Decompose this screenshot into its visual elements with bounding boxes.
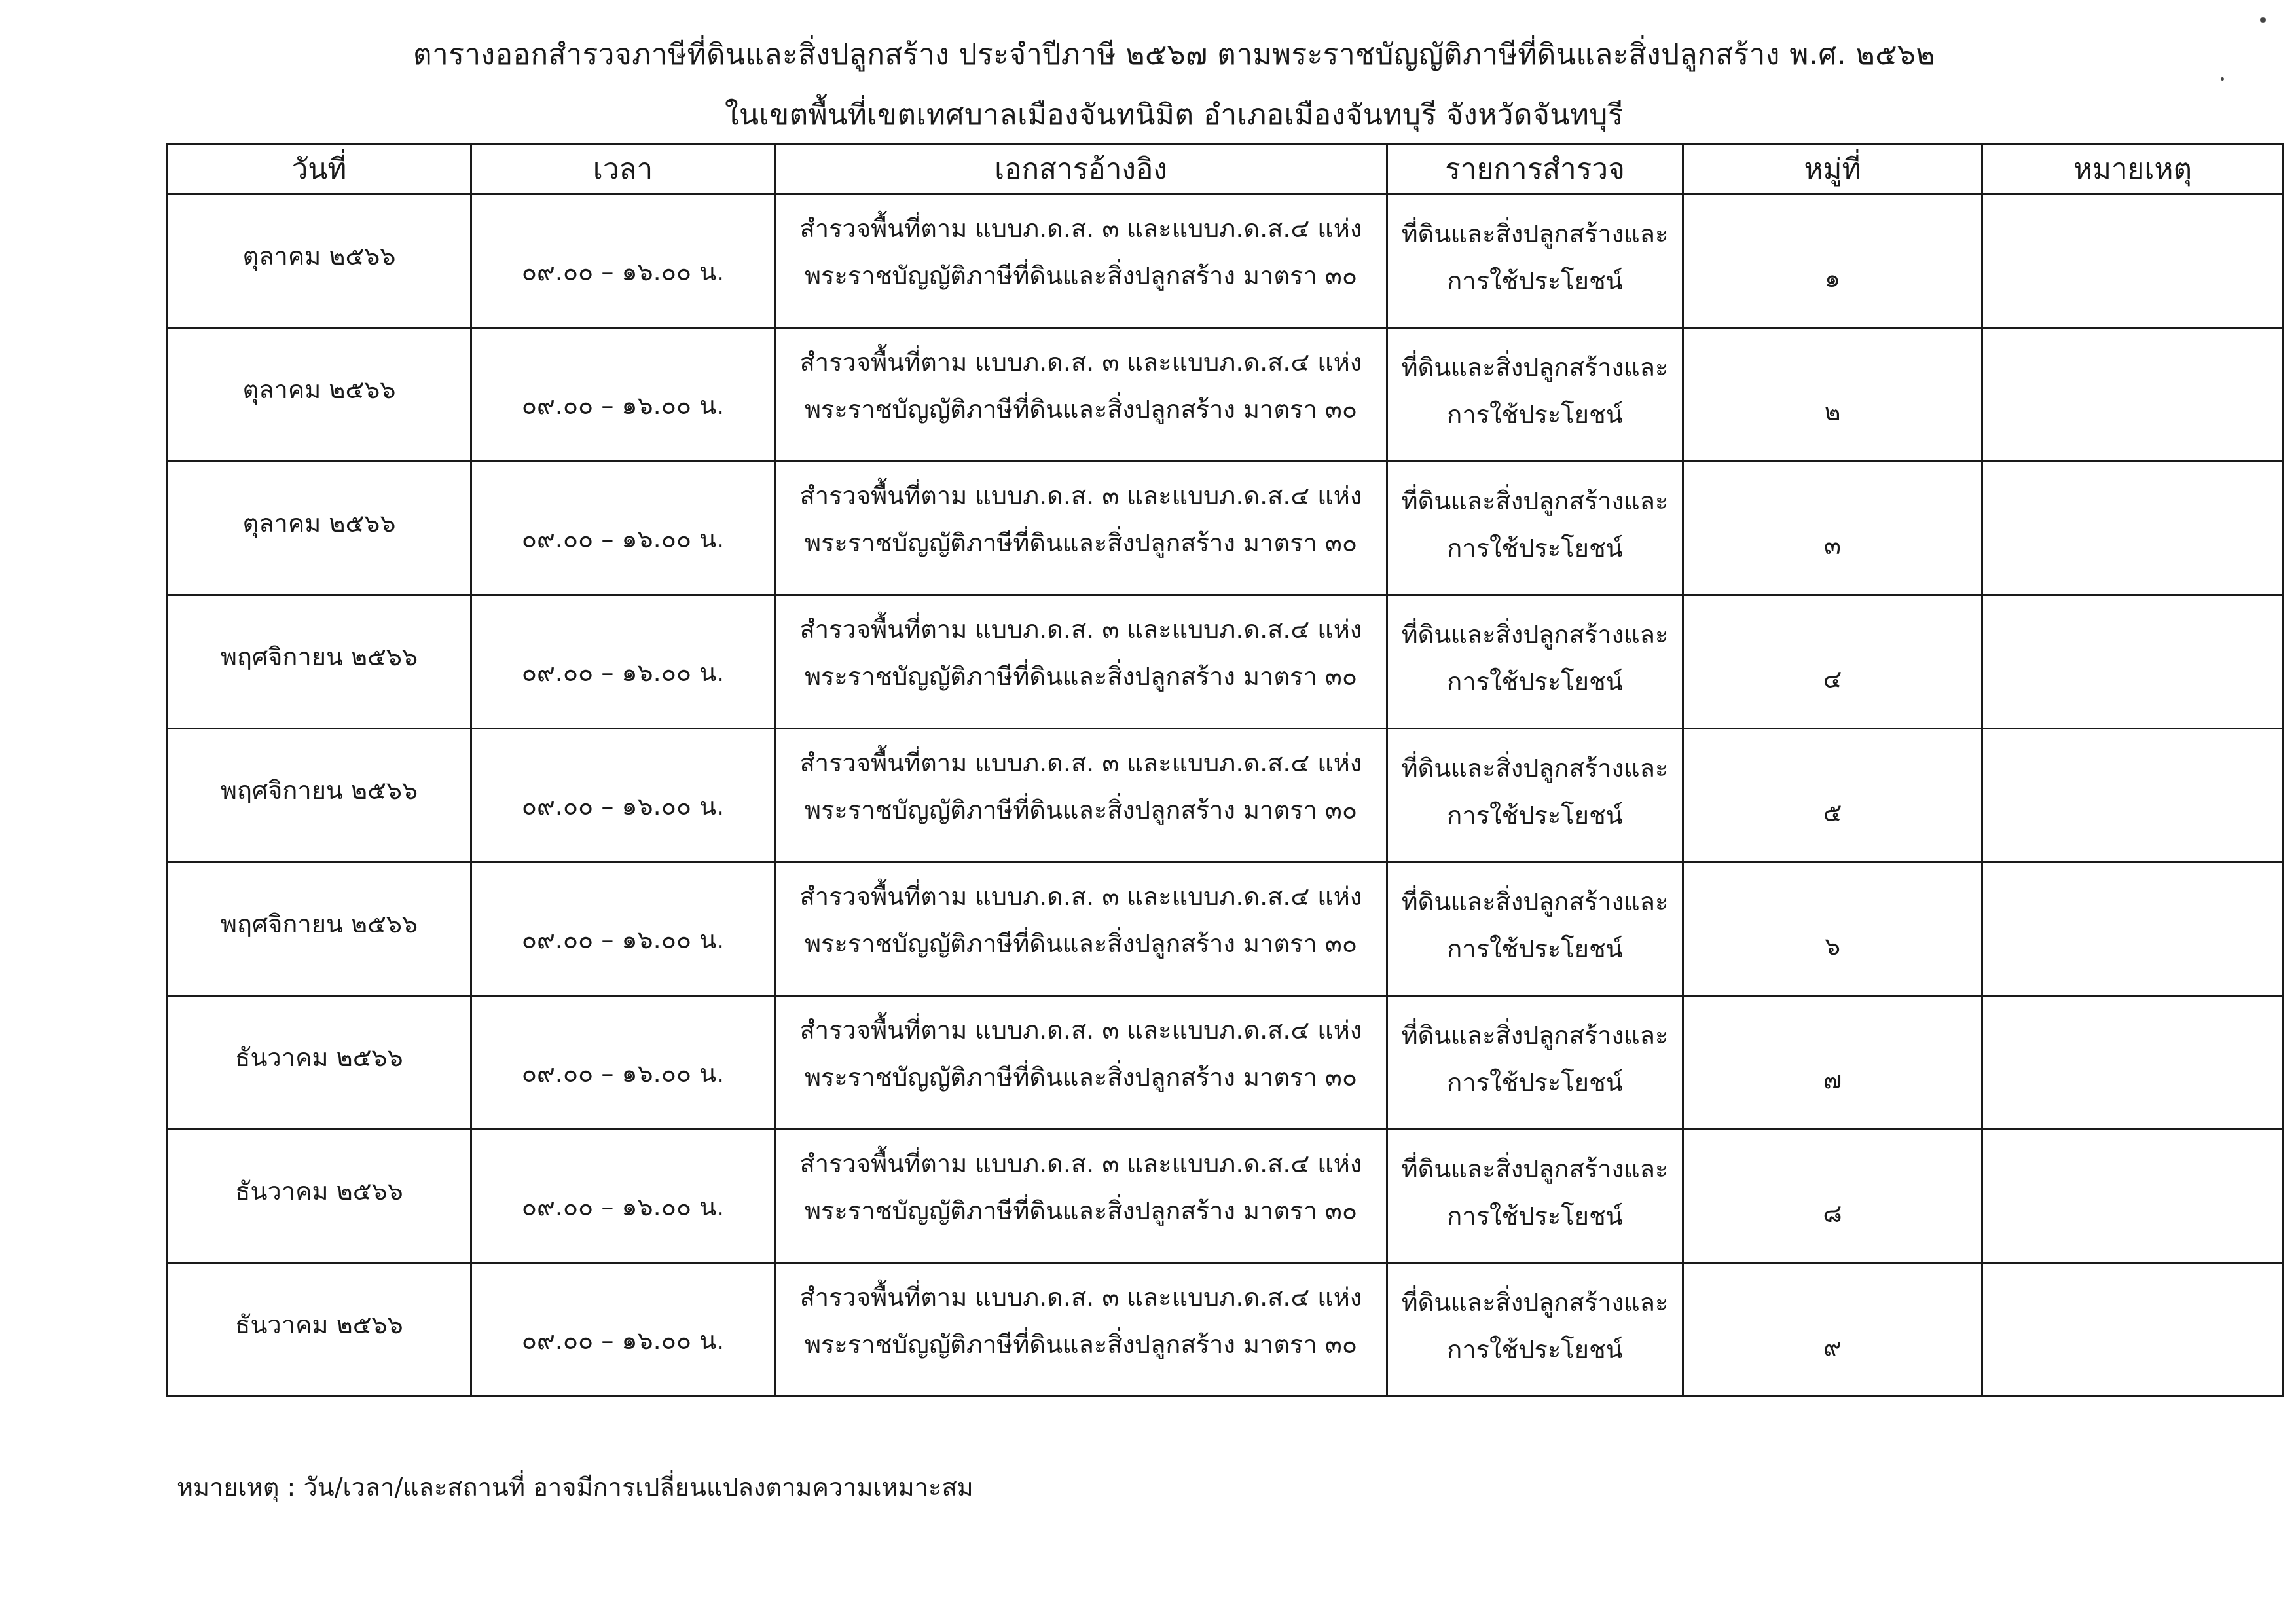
remark-cell	[1982, 462, 2284, 595]
reference-cell	[775, 1130, 1387, 1263]
time-cell	[471, 729, 775, 862]
moo-cell	[1683, 328, 1982, 462]
survey-item-cell-text: ที่ดินและสิ่งปลูกสร้างและ	[1401, 352, 1669, 382]
date-cell-text: พฤศจิกายน ๒๕๖๖	[220, 909, 418, 938]
moo-cell-text: ๖	[1824, 931, 1841, 961]
survey-item-cell	[1387, 328, 1683, 462]
survey-item-cell-text: การใช้ประโยชน์	[1447, 1067, 1623, 1097]
reference-cell-text: สำรวจพื้นที่ตาม แบบภ.ด.ส. ๓ และแบบภ.ด.ส.๔ แห่ง	[799, 614, 1362, 644]
survey-item-cell	[1387, 862, 1683, 996]
survey-item-cell-text: การใช้ประโยชน์	[1447, 533, 1623, 563]
moo-cell-text: ๕	[1823, 798, 1842, 827]
survey-item-cell-text: ที่ดินและสิ่งปลูกสร้างและ	[1401, 887, 1669, 916]
reference-cell-text: พระราชบัญญัติภาษีที่ดินและสิ่งปลูกสร้าง มาตรา ๓๐	[804, 1329, 1358, 1359]
date-cell-text: ตุลาคม ๒๕๖๖	[242, 241, 396, 270]
moo-cell	[1683, 729, 1982, 862]
date-cell	[168, 1130, 471, 1263]
survey-item-cell-text: ที่ดินและสิ่งปลูกสร้างและ	[1401, 619, 1669, 649]
survey-schedule-table	[166, 143, 2284, 1397]
table-row	[168, 595, 2284, 729]
survey-item-cell	[1387, 996, 1683, 1130]
time-cell-text: ๐๙.๐๐ – ๑๖.๐๐ น.	[521, 390, 725, 420]
table-row	[168, 462, 2284, 595]
time-cell	[471, 328, 775, 462]
table-row	[168, 1263, 2284, 1397]
reference-cell-text: สำรวจพื้นที่ตาม แบบภ.ด.ส. ๓ และแบบภ.ด.ส.๔ แห่ง	[799, 1015, 1362, 1044]
reference-cell-text: พระราชบัญญัติภาษีที่ดินและสิ่งปลูกสร้าง มาตรา ๓๐	[804, 528, 1358, 557]
reference-cell-text: พระราชบัญญัติภาษีที่ดินและสิ่งปลูกสร้าง มาตรา ๓๐	[804, 795, 1358, 824]
reference-cell	[775, 996, 1387, 1130]
remark-cell	[1982, 1130, 2284, 1263]
moo-cell-text: ๘	[1823, 1198, 1842, 1228]
survey-item-cell-text: การใช้ประโยชน์	[1447, 934, 1623, 963]
remark-cell	[1982, 328, 2284, 462]
document-subtitle: ในเขตพื้นที่เขตเทศบาลเมืองจันทนิมิต อำเภอเมืองจันทบุรี จังหวัดจันทบุรี	[724, 98, 1624, 132]
date-cell	[168, 996, 471, 1130]
scan-mark	[2260, 17, 2266, 23]
table-row	[168, 729, 2284, 862]
moo-cell	[1683, 595, 1982, 729]
survey-item-cell-text: ที่ดินและสิ่งปลูกสร้างและ	[1401, 1287, 1669, 1317]
reference-cell-text: สำรวจพื้นที่ตาม แบบภ.ด.ส. ๓ และแบบภ.ด.ส.๔ แห่ง	[799, 213, 1362, 243]
remark-cell	[1982, 595, 2284, 729]
moo-cell	[1683, 1263, 1982, 1397]
date-cell	[168, 595, 471, 729]
table-header-row	[168, 144, 2284, 194]
document-title: ตารางออกสำรวจภาษีที่ดินและสิ่งปลูกสร้าง ประจำปีภาษี ๒๕๖๗ ตามพระราชบัญญัติภาษีที่ดินและสิ่งปลูกสร้าง พ.ศ. ๒๕๖๒	[412, 38, 1935, 71]
table-row	[168, 996, 2284, 1130]
reference-cell-text: พระราชบัญญัติภาษีที่ดินและสิ่งปลูกสร้าง มาตรา ๓๐	[804, 1062, 1358, 1092]
time-cell-text: ๐๙.๐๐ – ๑๖.๐๐ น.	[521, 1325, 725, 1355]
time-cell	[471, 462, 775, 595]
survey-item-cell	[1387, 1130, 1683, 1263]
reference-cell	[775, 194, 1387, 328]
survey-item-cell	[1387, 1263, 1683, 1397]
time-cell	[471, 194, 775, 328]
moo-cell	[1683, 996, 1982, 1130]
column-header-reference: เอกสารอ้างอิง	[775, 144, 1387, 194]
moo-cell-text: ๗	[1823, 1065, 1842, 1094]
reference-cell	[775, 462, 1387, 595]
reference-cell	[775, 1263, 1387, 1397]
survey-item-cell-text: การใช้ประโยชน์	[1447, 800, 1623, 830]
survey-item-cell-text: ที่ดินและสิ่งปลูกสร้างและ	[1401, 753, 1669, 783]
time-cell-text: ๐๙.๐๐ – ๑๖.๐๐ น.	[521, 257, 725, 286]
date-cell	[168, 862, 471, 996]
time-cell	[471, 996, 775, 1130]
column-header-survey-item: รายการสำรวจ	[1387, 144, 1683, 194]
survey-item-cell-text: ที่ดินและสิ่งปลูกสร้างและ	[1401, 1154, 1669, 1183]
time-cell	[471, 1263, 775, 1397]
moo-cell-text: ๙	[1823, 1332, 1842, 1361]
date-cell	[168, 194, 471, 328]
time-cell-text: ๐๙.๐๐ – ๑๖.๐๐ น.	[521, 657, 725, 687]
column-header-moo: หมู่ที่	[1683, 144, 1982, 194]
survey-item-cell-text: การใช้ประโยชน์	[1447, 399, 1623, 429]
table-row	[168, 862, 2284, 996]
survey-item-cell-text: การใช้ประโยชน์	[1447, 667, 1623, 696]
moo-cell	[1683, 194, 1982, 328]
remark-cell	[1982, 729, 2284, 862]
time-cell	[471, 1130, 775, 1263]
time-cell-text: ๐๙.๐๐ – ๑๖.๐๐ น.	[521, 1058, 725, 1088]
column-header-time: เวลา	[471, 144, 775, 194]
survey-item-cell-text: การใช้ประโยชน์	[1447, 1201, 1623, 1230]
date-cell-text: พฤศจิกายน ๒๕๖๖	[220, 775, 418, 805]
moo-cell-text: ๓	[1824, 530, 1841, 560]
date-cell-text: ธันวาคม ๒๕๖๖	[235, 1176, 403, 1206]
table-row	[168, 1130, 2284, 1263]
date-cell	[168, 328, 471, 462]
moo-cell-text: ๔	[1823, 664, 1842, 693]
date-cell	[168, 1263, 471, 1397]
reference-cell-text: พระราชบัญญัติภาษีที่ดินและสิ่งปลูกสร้าง มาตรา ๓๐	[804, 661, 1358, 691]
reference-cell-text: สำรวจพื้นที่ตาม แบบภ.ด.ส. ๓ และแบบภ.ด.ส.๔ แห่ง	[799, 881, 1362, 911]
scan-mark	[2221, 77, 2224, 81]
survey-item-cell	[1387, 194, 1683, 328]
column-header-remark: หมายเหตุ	[1982, 144, 2284, 194]
date-cell	[168, 729, 471, 862]
survey-item-cell	[1387, 729, 1683, 862]
remark-cell	[1982, 862, 2284, 996]
table-row	[168, 328, 2284, 462]
time-cell	[471, 595, 775, 729]
reference-cell	[775, 328, 1387, 462]
reference-cell-text: สำรวจพื้นที่ตาม แบบภ.ด.ส. ๓ และแบบภ.ด.ส.๔ แห่ง	[799, 481, 1362, 510]
reference-cell-text: สำรวจพื้นที่ตาม แบบภ.ด.ส. ๓ และแบบภ.ด.ส.๔ แห่ง	[799, 748, 1362, 777]
date-cell-text: ธันวาคม ๒๕๖๖	[235, 1043, 403, 1072]
survey-item-cell	[1387, 595, 1683, 729]
footer-note: หมายเหตุ : วัน/เวลา/และสถานที่ อาจมีการเปลี่ยนแปลงตามความเหมาะสม	[177, 1473, 974, 1502]
reference-cell-text: พระราชบัญญัติภาษีที่ดินและสิ่งปลูกสร้าง มาตรา ๓๐	[804, 261, 1358, 290]
time-cell	[471, 862, 775, 996]
remark-cell	[1982, 194, 2284, 328]
date-cell-text: ตุลาคม ๒๕๖๖	[242, 508, 396, 538]
moo-cell	[1683, 862, 1982, 996]
remark-cell	[1982, 1263, 2284, 1397]
moo-cell-text: ๑	[1824, 263, 1841, 293]
date-cell	[168, 462, 471, 595]
moo-cell	[1683, 1130, 1982, 1263]
moo-cell	[1683, 462, 1982, 595]
reference-cell-text: สำรวจพื้นที่ตาม แบบภ.ด.ส. ๓ และแบบภ.ด.ส.๔ แห่ง	[799, 347, 1362, 377]
time-cell-text: ๐๙.๐๐ – ๑๖.๐๐ น.	[521, 791, 725, 821]
survey-item-cell-text: ที่ดินและสิ่งปลูกสร้างและ	[1401, 1020, 1669, 1050]
survey-item-cell-text: การใช้ประโยชน์	[1447, 266, 1623, 295]
survey-item-cell-text: ที่ดินและสิ่งปลูกสร้างและ	[1401, 486, 1669, 515]
reference-cell-text: พระราชบัญญัติภาษีที่ดินและสิ่งปลูกสร้าง มาตรา ๓๐	[804, 394, 1358, 424]
reference-cell-text: พระราชบัญญัติภาษีที่ดินและสิ่งปลูกสร้าง มาตรา ๓๐	[804, 1196, 1358, 1225]
time-cell-text: ๐๙.๐๐ – ๑๖.๐๐ น.	[521, 1192, 725, 1221]
date-cell-text: ตุลาคม ๒๕๖๖	[242, 375, 396, 404]
survey-item-cell	[1387, 462, 1683, 595]
date-cell-text: พฤศจิกายน ๒๕๖๖	[220, 642, 418, 671]
table-row	[168, 194, 2284, 328]
survey-item-cell-text: การใช้ประโยชน์	[1447, 1335, 1623, 1364]
reference-cell	[775, 862, 1387, 996]
reference-cell-text: พระราชบัญญัติภาษีที่ดินและสิ่งปลูกสร้าง มาตรา ๓๐	[804, 929, 1358, 958]
reference-cell-text: สำรวจพื้นที่ตาม แบบภ.ด.ส. ๓ และแบบภ.ด.ส.๔ แห่ง	[799, 1149, 1362, 1178]
column-header-date: วันที่	[168, 144, 471, 194]
date-cell-text: ธันวาคม ๒๕๖๖	[235, 1310, 403, 1339]
time-cell-text: ๐๙.๐๐ – ๑๖.๐๐ น.	[521, 524, 725, 553]
reference-cell	[775, 595, 1387, 729]
survey-item-cell-text: ที่ดินและสิ่งปลูกสร้างและ	[1401, 219, 1669, 248]
reference-cell-text: สำรวจพื้นที่ตาม แบบภ.ด.ส. ๓ และแบบภ.ด.ส.๔ แห่ง	[799, 1282, 1362, 1312]
moo-cell-text: ๒	[1824, 397, 1841, 426]
time-cell-text: ๐๙.๐๐ – ๑๖.๐๐ น.	[521, 925, 725, 954]
remark-cell	[1982, 996, 2284, 1130]
reference-cell	[775, 729, 1387, 862]
